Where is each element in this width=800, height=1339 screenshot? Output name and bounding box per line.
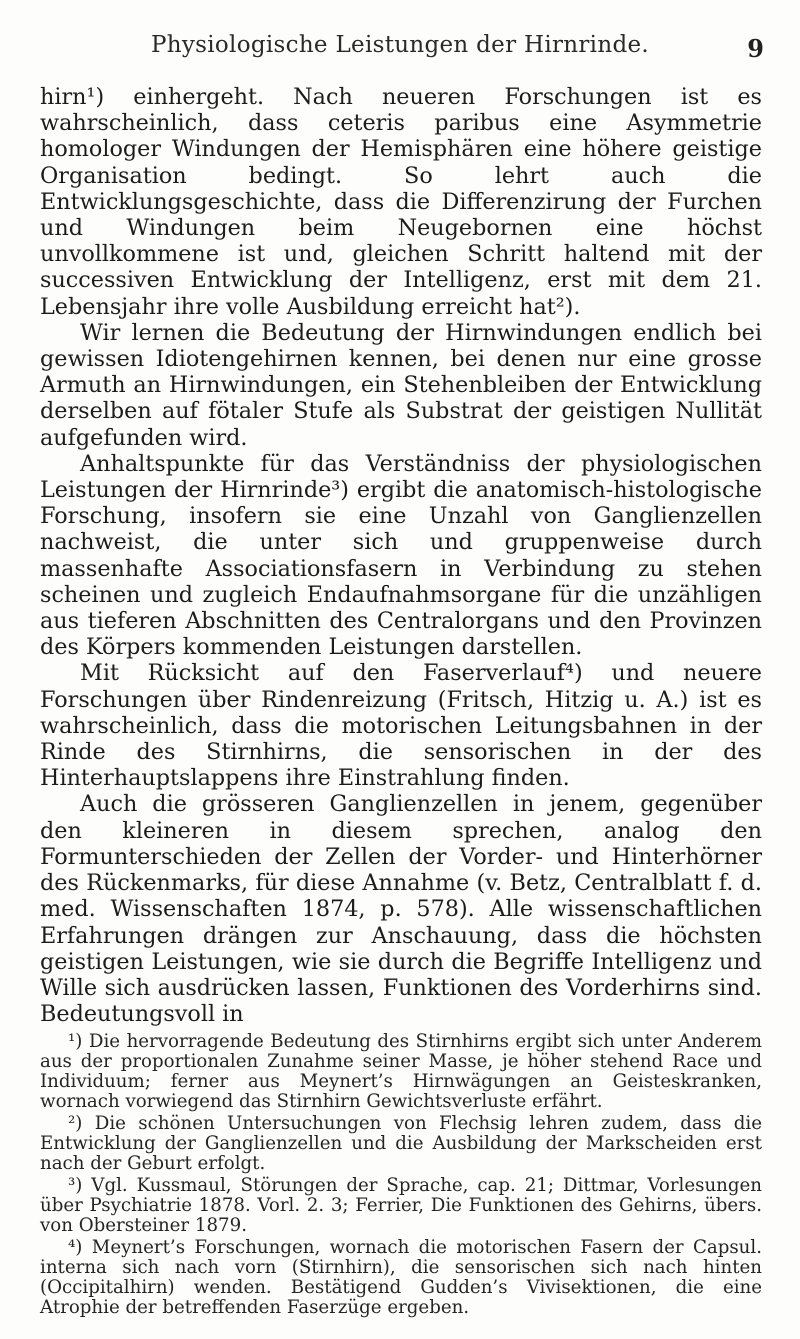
footnote-2: ²) Die schönen Untersuchungen von Flechsig lehren zudem, dass die Entwicklung der Ganglienzellen und die Ausbildung der Markscheiden erst nach der Geburt erfolgt. <box>40 1113 762 1174</box>
paragraph-2: Wir lernen die Bedeutung der Hirnwindungen endlich bei gewissen Idiotengehirnen kennen, bei denen nur eine grosse Armuth an Hirnwindungen, ein Stehenbleiben der Entwicklung derselben auf fötaler Stufe als Substrat der geistigen Nullität aufgefunden wird. <box>40 319 762 451</box>
paragraph-1: hirn¹) einhergeht. Nach neueren Forschungen ist es wahrscheinlich, dass ceteris paribus eine Asymmetrie homologer Windungen der Hemisphären eine höhere geistige Organisation bedingt. So lehrt auch die Entwicklungsgeschichte, dass die Differenzirung der Furchen und Windungen beim Neugebornen eine höchst unvollkommene ist und, gleichen Schritt haltend mit der successiven Entwicklung der Intelligenz, erst mit dem 21. Lebensjahr ihre volle Ausbildung erreicht hat²). <box>40 84 762 320</box>
footnote-1: ¹) Die hervorragende Bedeutung des Stirnhirns ergibt sich unter Anderem aus der proportionalen Zunahme seiner Masse, je höher stehend Race und Individuum; ferner aus Meynert’s Hirnwägungen an Geisteskranken, wornach vorwiegend das Stirnhirn Gewichtsverluste erfährt. <box>40 1031 762 1112</box>
main-text <box>40 84 762 1027</box>
footnotes <box>40 1032 762 1320</box>
paragraph-4: Mit Rücksicht auf den Faserverlauf⁴) und neuere Forschungen über Rindenreizung (Fritsch, Hitzig u. A.) ist es wahrscheinlich, dass die motorischen Leitungsbahnen in der Rinde des Stirnhirns, die sensorischen in der des Hinterhauptslappens ihre Einstrahlung finden. <box>40 660 762 792</box>
page-header <box>0 22 800 62</box>
footnote-4: ⁴) Meynert’s Forschungen, wornach die motorischen Fasern der Capsul. interna sich nach vorn (Stirnhirn), die sensorischen sich nach hinten (Occipitalhirn) wenden. Bestätigend Gudden’s Vivisektionen, die eine Atrophie der betreffenden Faserzüge ergeben. <box>40 1237 762 1318</box>
paragraph-3: Anhaltspunkte für das Verständniss der physiologischen Leistungen der Hirnrinde³) ergibt die anatomisch-histologische Forschung, insofern sie eine Unzahl von Ganglienzellen nachweist, die unter sich und gruppenweise durch massenhafte Associationsfasern in Verbindung zu stehen scheinen und zugleich Endaufnahmsorgane für die unzähligen aus tieferen Abschnitten des Centralorgans und den Provinzen des Körpers kommenden Leistungen darstellen. <box>40 450 762 661</box>
paragraph-5: Auch die grösseren Ganglienzellen in jenem, gegenüber den kleineren in diesem sprechen, analog den Formunterschieden der Zellen der Vorder- und Hinterhörner des Rückenmarks, für diese Annahme (v. Betz, Centralblatt f. d. med. Wissenschaften 1874, p. 578). Alle wissenschaftlichen Erfahrungen drängen zur Anschauung, dass die höchsten geistigen Leistungen, wie sie durch die Begriffe Intelligenz und Wille sich ausdrücken lassen, Funktionen des Vorderhirns sind. Bedeutungsvoll in <box>40 791 762 1028</box>
running-title: Physiologische Leistungen der Hirnrinde. <box>150 32 650 58</box>
footnote-3: ³) Vgl. Kussmaul, Störungen der Sprache, cap. 21; Dittmar, Vorlesungen über Psychiatrie 1878. Vorl. 2. 3; Ferrier, Die Funktionen des Gehirns, übers. von Obersteiner 1879. <box>40 1175 762 1236</box>
page-number: 9 <box>747 34 764 63</box>
